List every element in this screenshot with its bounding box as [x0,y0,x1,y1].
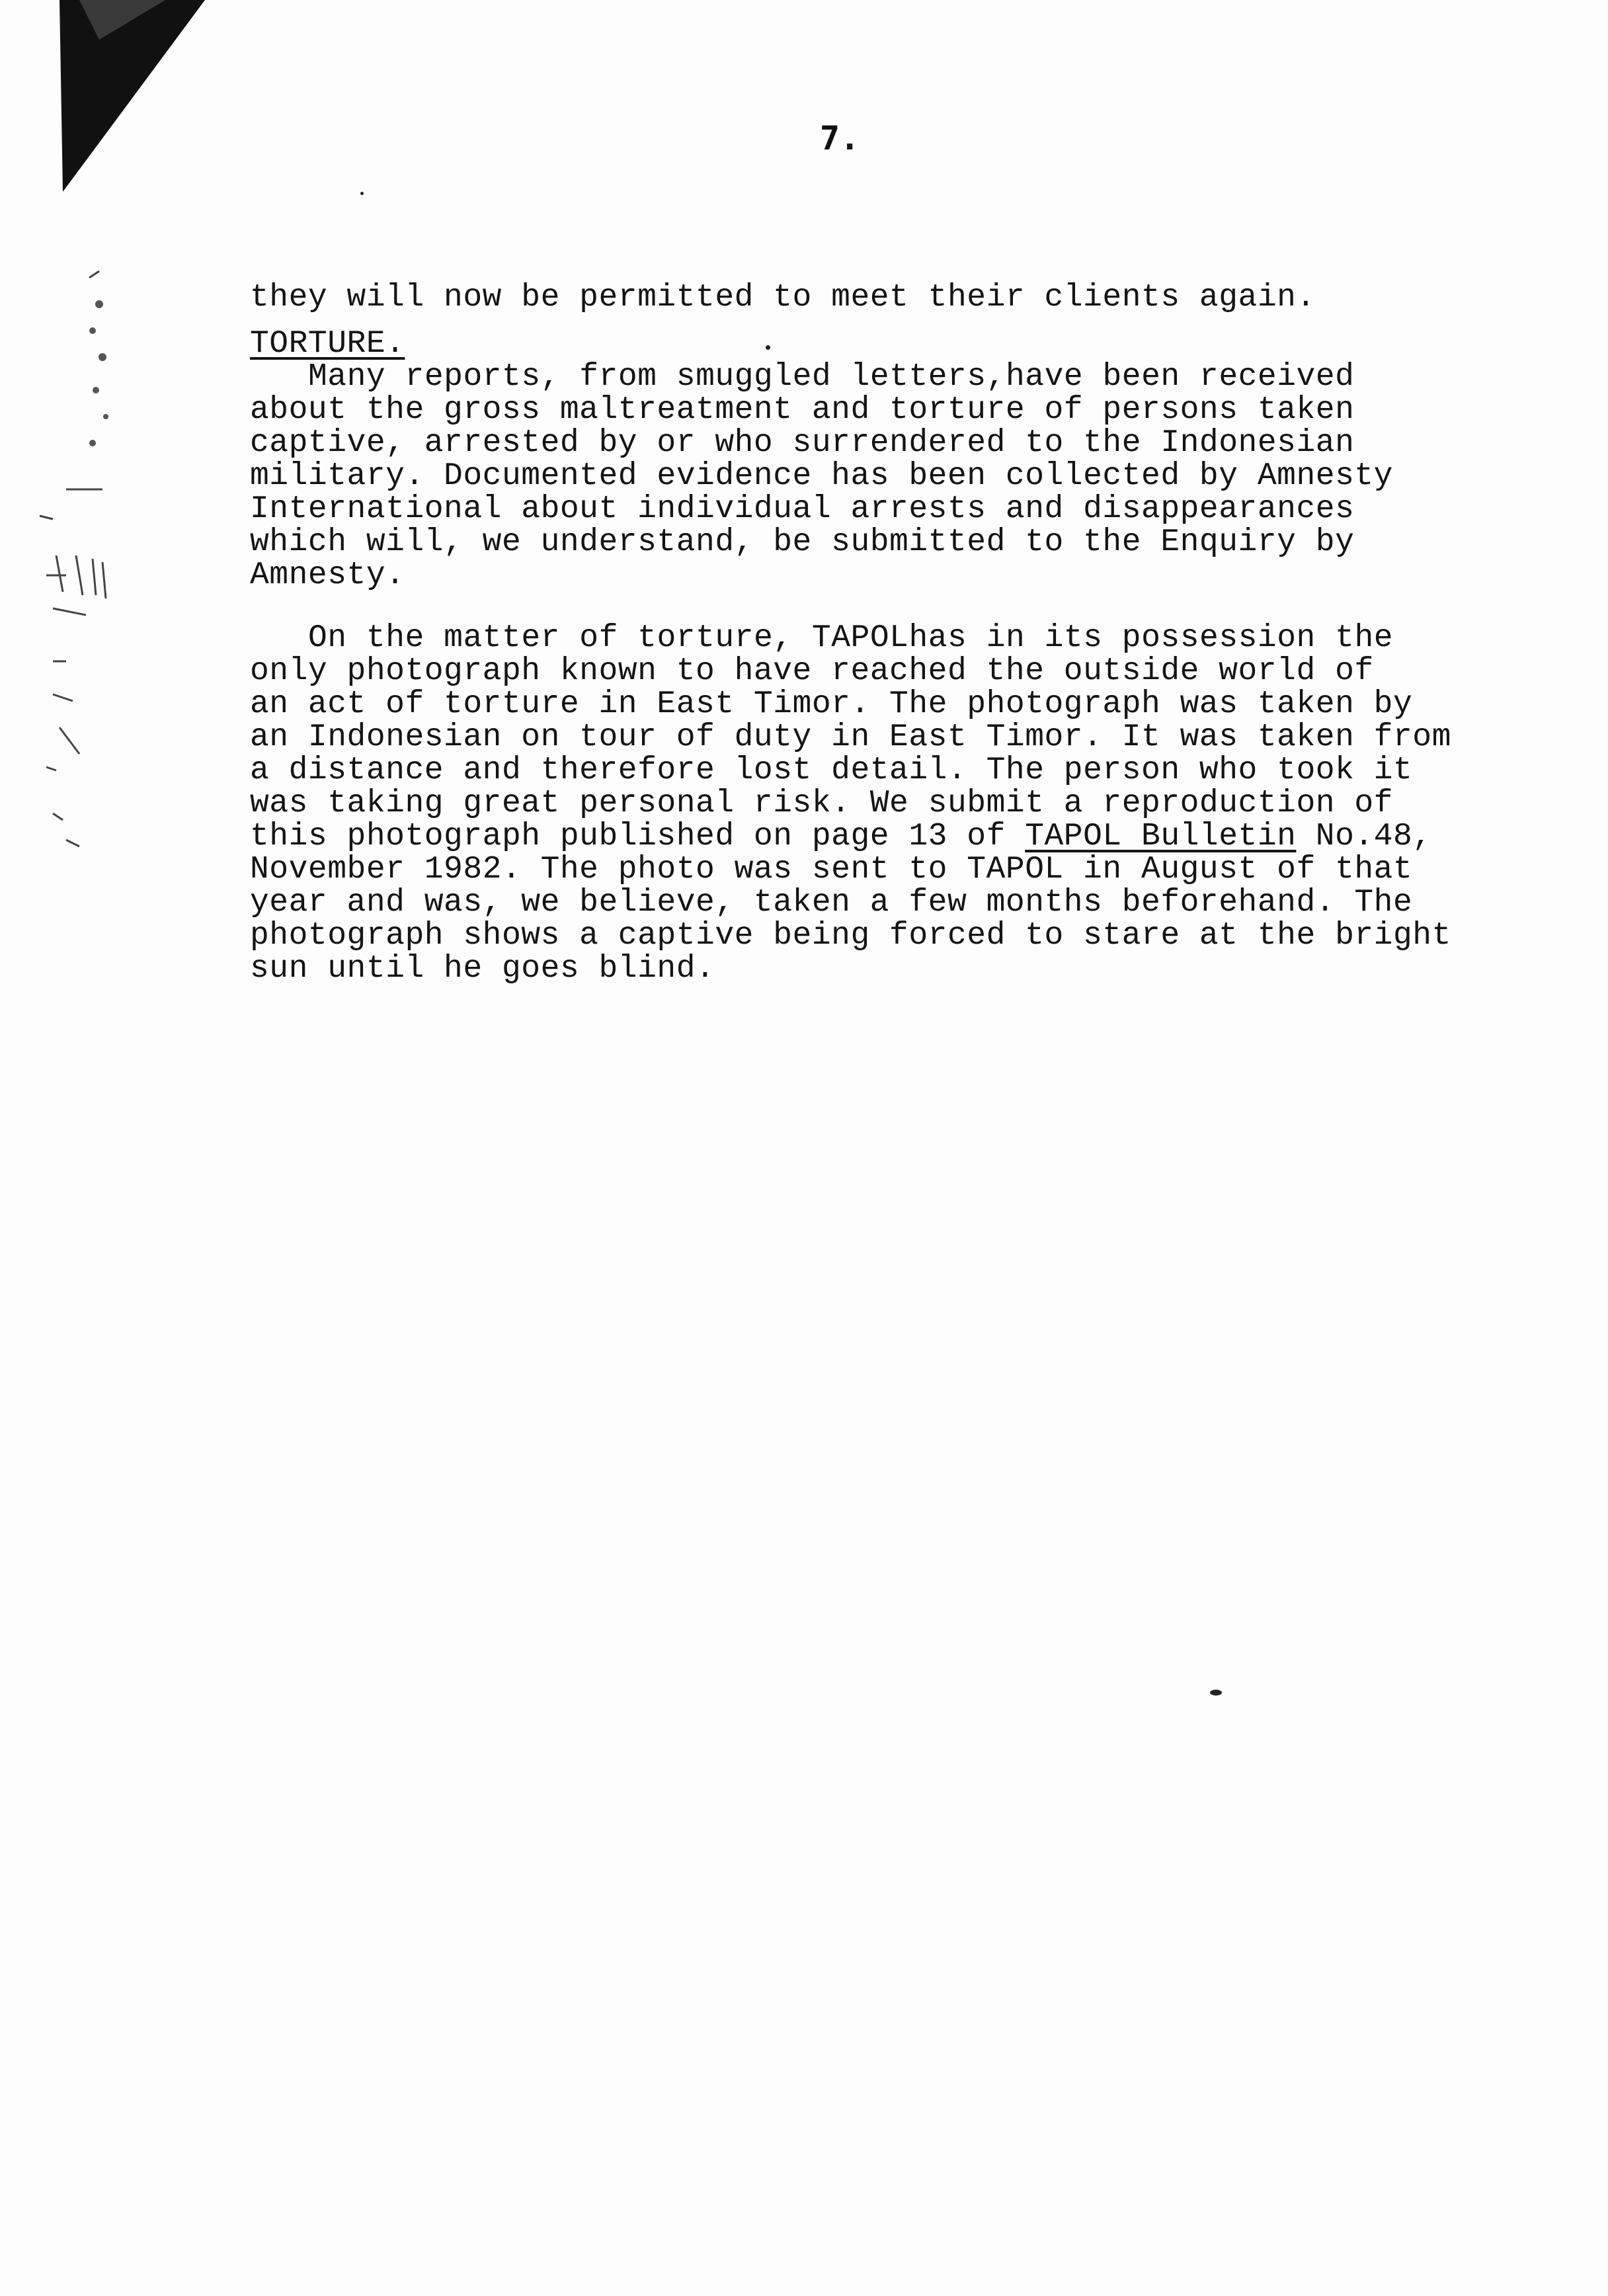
text-line: International about individual arrests and disappearances [250,491,1355,527]
continuation-line: they will now be permitted to meet their clients again. [250,280,1316,315]
scan-speck [766,345,770,350]
text-line [250,820,1546,853]
text-line: sun until he goes blind. [250,951,715,987]
section-heading: TORTURE. [250,326,405,362]
text-line: Amnesty. [250,557,405,593]
text-segment: this photograph published on page 13 of [250,819,1025,854]
text-line: a distance and therefore lost detail. The person who took it [250,753,1413,788]
text-line: an act of torture in East Timor. The photograph was taken by [250,686,1413,722]
text-line: year and was, we believe, taken a few months beforehand. The [250,885,1413,921]
text-line: Many reports, from smuggled letters,have been received [308,359,1355,395]
text-line: captive, arrested by or who surrendered to the Indonesian [250,425,1355,461]
scan-corner-shadow [0,0,212,212]
text-line: only photograph known to have reached the outside world of [250,653,1374,689]
text-line: photograph shows a captive being forced to stare at the bright [250,918,1451,954]
text-line: November 1982. The photo was sent to TAPOL in August of that [250,852,1413,887]
paragraph-1 [250,360,1546,592]
text-line: On the matter of torture, TAPOLhas in its possession the [308,620,1394,656]
page-number: 7. [820,119,860,157]
scan-margin-marks [26,265,119,1058]
text-line: which will, we understand, be submitted to the Enquiry by [250,524,1355,560]
document-body [250,281,1546,985]
paragraph-2 [250,622,1546,985]
text-line: about the gross maltreatment and torture of persons taken [250,392,1355,428]
text-line: was taking great personal risk. We submit a reproduction of [250,786,1393,821]
scan-speck [1210,1690,1222,1696]
text-segment: No.48, [1296,819,1432,854]
text-line: an Indonesian on tour of duty in East Timor. It was taken from [250,719,1451,755]
publication-title: TAPOL Bulletin [1025,819,1297,854]
scan-speck [360,192,364,195]
text-line: military. Documented evidence has been collected by Amnesty [250,458,1393,494]
